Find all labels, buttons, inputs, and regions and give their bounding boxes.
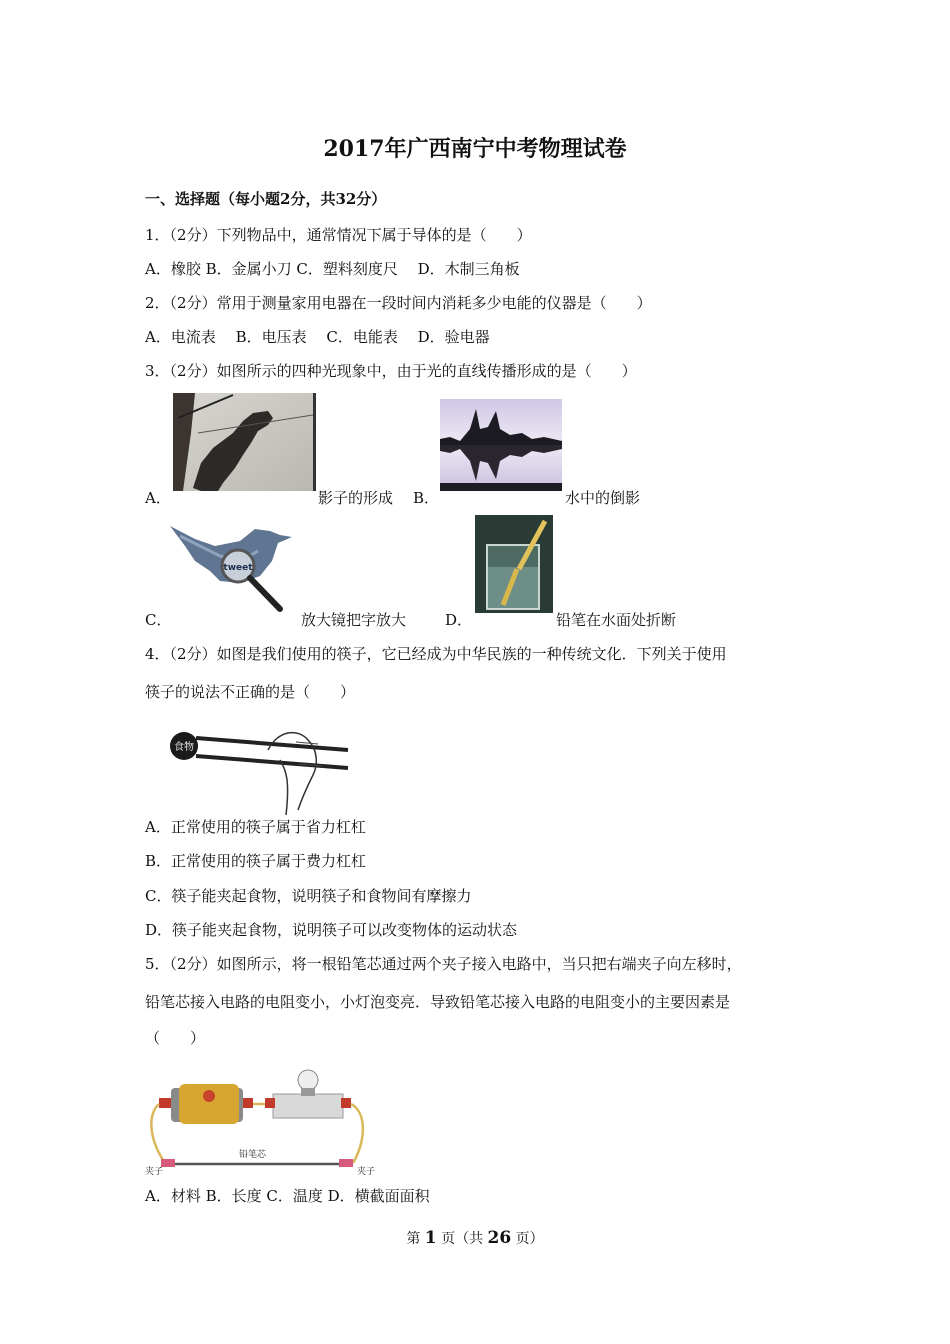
shadow-image xyxy=(173,393,316,491)
q5-stem-line2: 铅笔芯接入电路的电阻变小，小灯泡变亮．导致铅笔芯接入电路的电阻变小的主要因素是 xyxy=(145,993,731,1011)
q3-c-label: C． xyxy=(145,611,172,629)
q4-option-c: C．筷子能夹起食物，说明筷子和食物间有摩擦力 xyxy=(145,887,472,905)
q5-stem-line1: 5．（2分）如图所示，将一根铅笔芯通过两个夹子接入电路中，当只把右端夹子向左移时， xyxy=(145,955,742,973)
q4-option-d: D．筷子能夹起食物，说明筷子可以改变物体的运动状态 xyxy=(145,921,518,939)
q3-d-label: D． xyxy=(445,611,473,629)
q3-c-text: 放大镜把字放大 xyxy=(301,611,407,629)
chopsticks-image xyxy=(168,720,350,816)
footer-middle: 页（共 xyxy=(436,1231,488,1247)
reflection-image xyxy=(440,399,562,491)
q2-stem: 2．（2分）常用于测量家用电器在一段时间内消耗多少电能的仪器是（ ） xyxy=(145,294,652,312)
clip-right-label: 夹子 xyxy=(357,1167,376,1177)
q3-stem: 3．（2分）如图所示的四种光现象中，由于光的直线传播形成的是（ ） xyxy=(145,362,637,380)
q3-b-text: 水中的倒影 xyxy=(565,489,641,507)
section-heading: 一、选择题（每小题2分，共32分） xyxy=(145,190,387,208)
footer-page-number: 1 xyxy=(424,1228,437,1248)
footer-total-pages: 26 xyxy=(487,1228,512,1248)
tweet-word: tweet xyxy=(223,563,253,573)
page-title: 2017年广西南宁中考物理试卷 xyxy=(323,136,627,162)
clip-left-label: 夹子 xyxy=(145,1167,164,1177)
page-footer xyxy=(0,1228,950,1248)
q3-a-label: A． xyxy=(145,489,171,507)
q1-options: A．橡胶 B．金属小刀 C．塑料刻度尺 D．木制三角板 xyxy=(145,260,520,278)
q5-options: A．材料 B．长度 C．温度 D．横截面面积 xyxy=(145,1187,430,1205)
q4-option-a: A．正常使用的筷子属于省力杠杠 xyxy=(145,818,366,836)
q4-stem-line1: 4．（2分）如图是我们使用的筷子，它已经成为中华民族的一种传统文化．下列关于使用 xyxy=(145,645,727,663)
q3-b-label: B． xyxy=(413,489,440,507)
q1-stem: 1．（2分）下列物品中，通常情况下属于导体的是（ ） xyxy=(145,226,532,244)
food-label: 食物 xyxy=(174,742,194,753)
q4-option-b: B．正常使用的筷子属于费力杠杠 xyxy=(145,852,367,870)
q3-d-text: 铅笔在水面处折断 xyxy=(556,611,677,629)
footer-suffix: 页） xyxy=(511,1231,544,1247)
circuit-image xyxy=(143,1058,383,1180)
footer-prefix: 第 xyxy=(406,1231,425,1247)
q5-stem-line3: （ ） xyxy=(145,1029,206,1047)
q3-a-text: 影子的形成 xyxy=(318,489,394,507)
pencil-lead-label: 铅笔芯 xyxy=(239,1150,267,1160)
magnifier-image xyxy=(170,521,295,613)
q4-stem-line2: 筷子的说法不正确的是（ ） xyxy=(145,683,356,701)
q2-options: A．电流表 B．电压表 C．电能表 D．验电器 xyxy=(145,328,490,346)
pencil-water-image xyxy=(475,515,553,613)
